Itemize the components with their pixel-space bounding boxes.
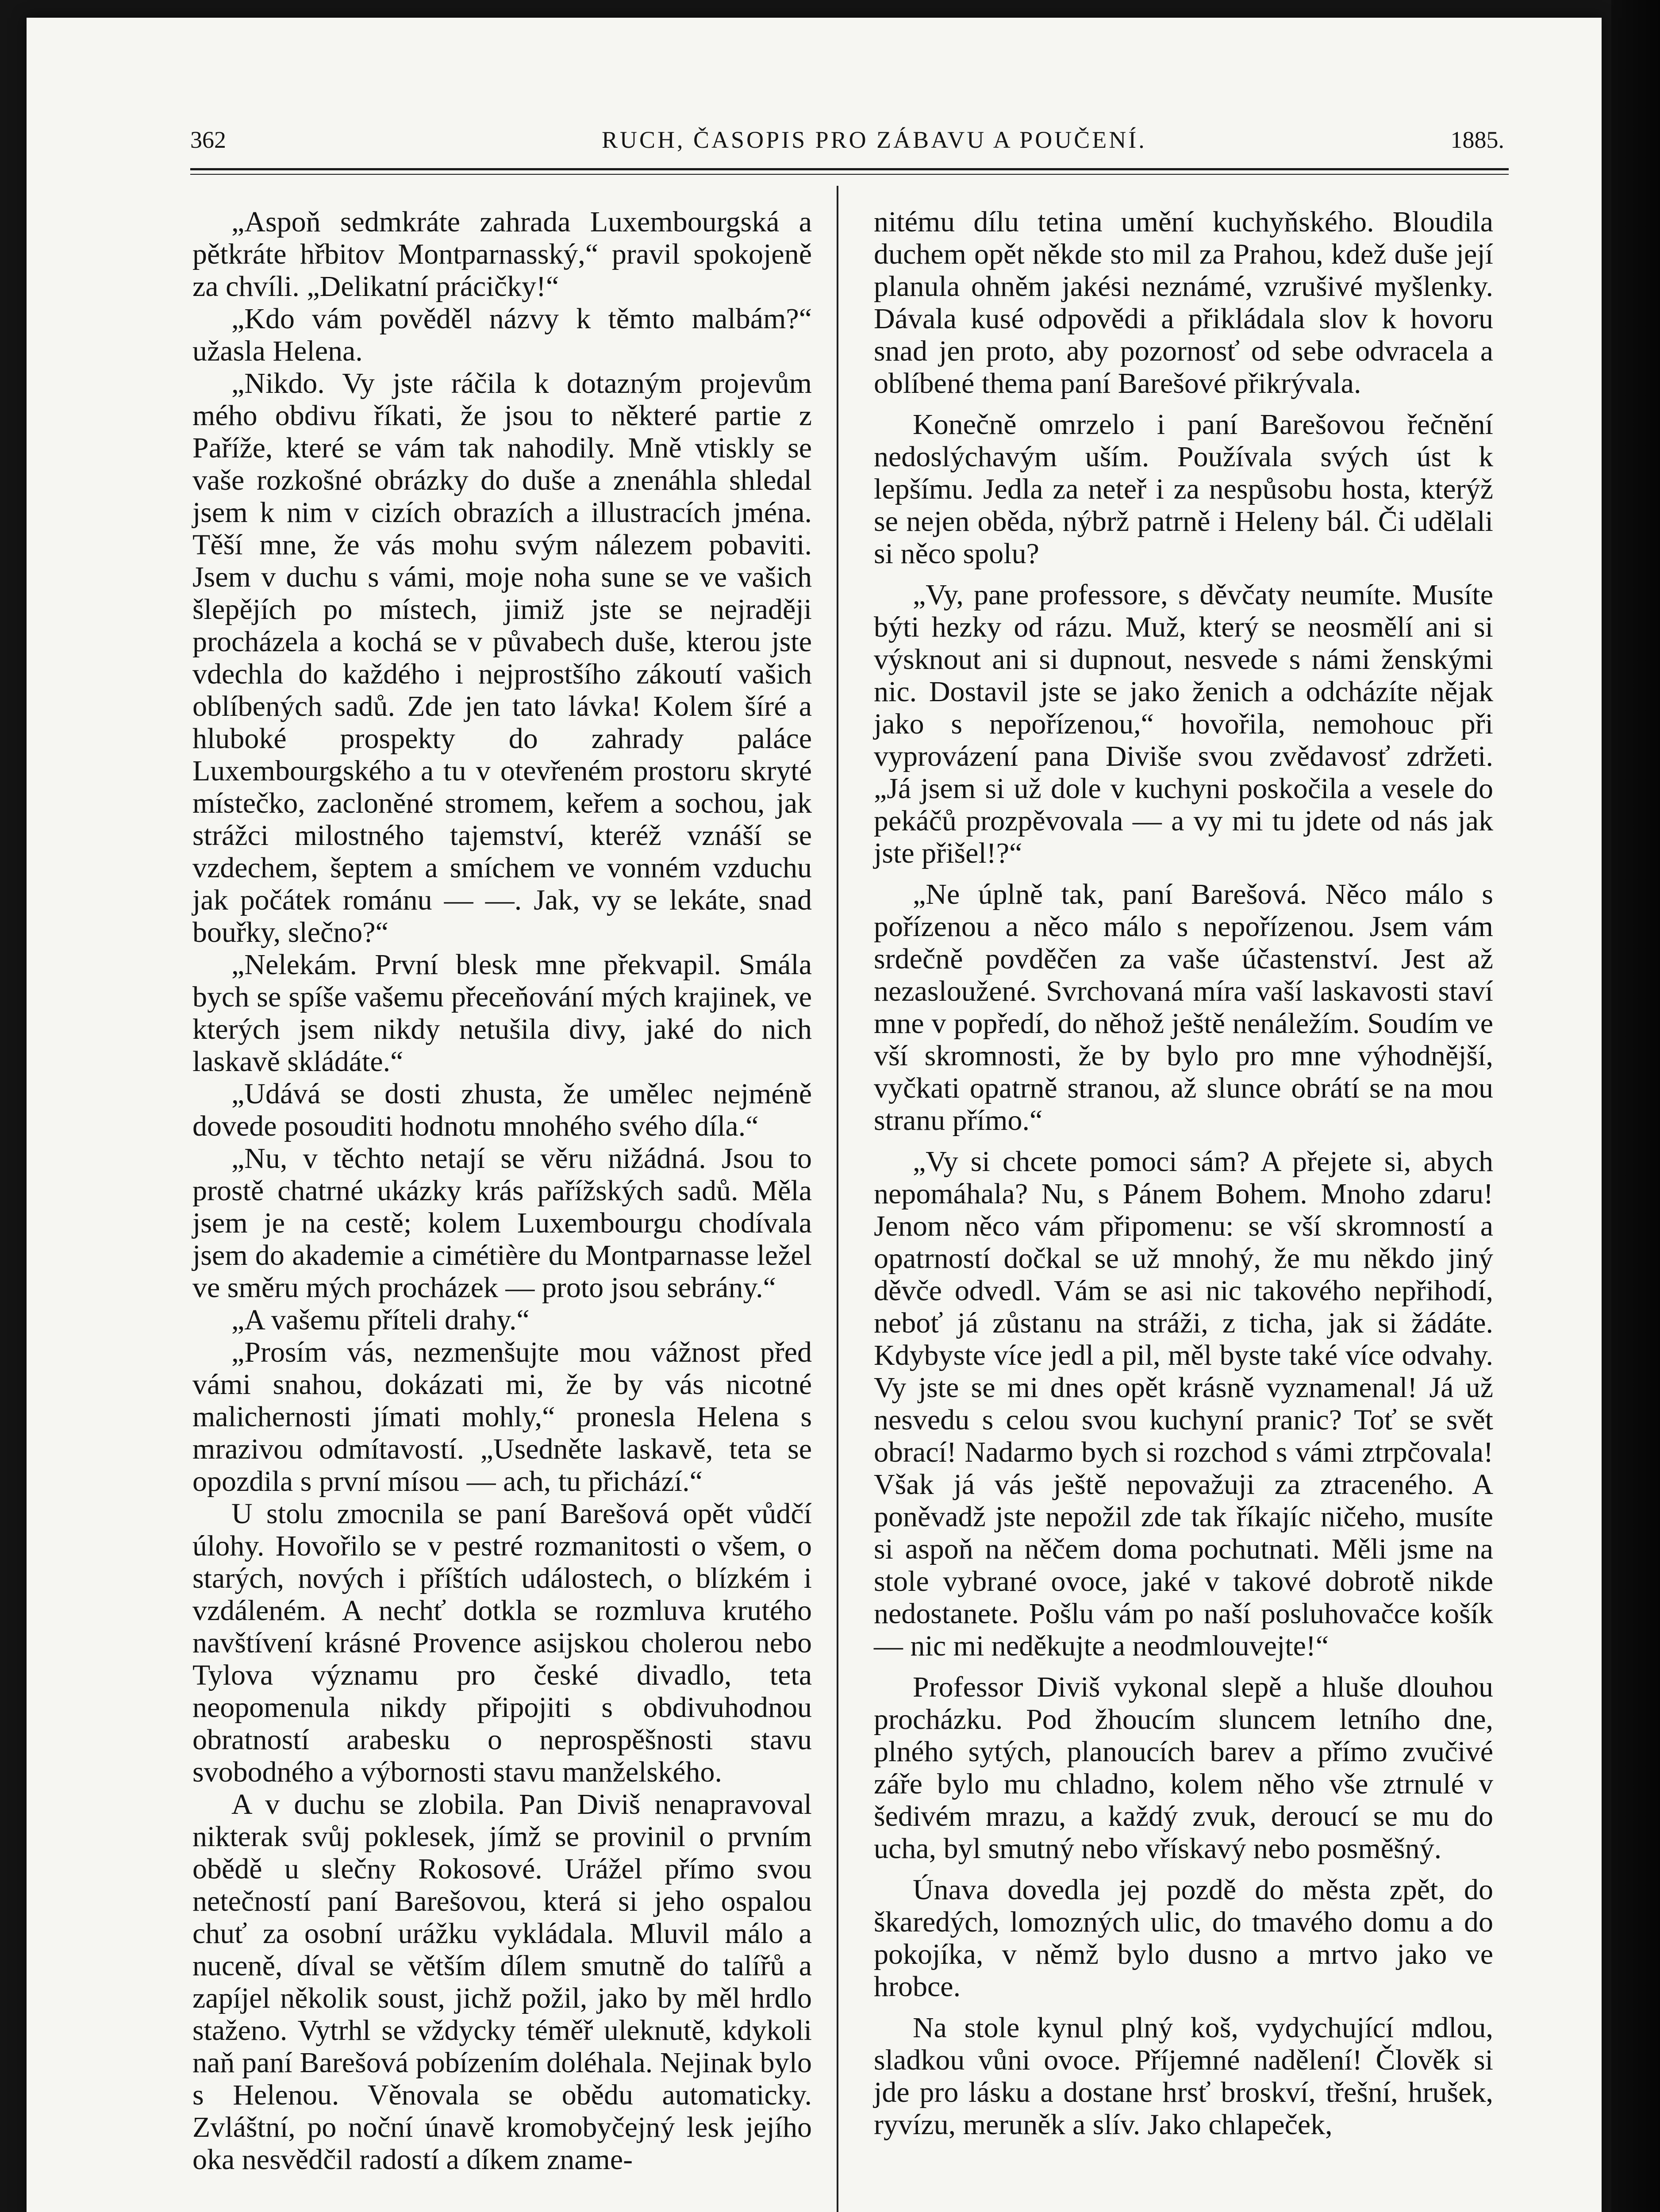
paragraph: Na stole kynul plný koš, vydychující mdlou, sladkou vůni ovoce. Příjemné nadělení! Člověk si jde pro lásku a dostane hrsť broskví, třešní, hrušek, ryvízu, meruněk a slív. Jako chlapeček,: [874, 2012, 1493, 2141]
paragraph: „Udává se dosti zhusta, že umělec nejméně dovede posouditi hodnotu mnohého svého díla.“: [192, 1078, 812, 1142]
paragraph: „Nu, v těchto netají se věru nižádná. Jsou to prostě chatrné ukázky krás pařížských sadů. Měla jsem je na cestě; kolem Luxembourgu chodívala jsem do akademie a cimétière du Montparnasse ležel ve směru mých procházek — proto jsou sebrány.“: [192, 1142, 812, 1304]
running-header: [190, 126, 1509, 166]
paragraph: Únava dovedla jej pozdě do města zpět, do škaredých, lomozných ulic, do tmavého domu a do pokojíka, v němž bylo dusno a mrtvo jako ve hrobce.: [874, 1874, 1493, 2003]
paragraph: „Kdo vám pověděl názvy k těmto malbám?“ užasla Helena.: [192, 303, 812, 367]
paragraph: nitému dílu tetina umění kuchyňského. Bloudila duchem opět někde sto mil za Prahou, kdež duše její planula ohněm jakési neznámé, vzrušivé myšlenky. Dávala kusé odpovědi a přikládala slov k hovoru snad jen proto, aby pozornosť od sebe odvracela a oblíbené thema paní Barešové přikrývala.: [874, 206, 1493, 399]
left-column: [192, 206, 812, 2176]
right-column: [874, 206, 1493, 2141]
paragraph: U stolu zmocnila se paní Barešová opět vůdčí úlohy. Hovořilo se v pestré rozmanitosti o všem, o starých, nových i příštích událostech, o blízkém i vzdáleném. A nechť dotkla se rozmluva krutého navštívení krásné Provence asijskou cholerou nebo Tylova významu pro české divadlo, teta neopomenula nikdy připojiti s obdivuhodnou obratností arabesku o neprospěšnosti stavu svobodného a výbornosti stavu manželského.: [192, 1498, 812, 1788]
column-divider: [837, 186, 838, 2212]
header-rule-thin: [190, 174, 1509, 175]
page-edge-shadow: [1611, 0, 1660, 2212]
paragraph: Professor Diviš vykonal slepě a hluše dlouhou procházku. Pod žhoucím sluncem letního dne, plného sytých, planoucích barev a přímo zvučivé záře bylo mu chladno, kolem něho vše ztrnulé v šedivém mrazu, a každý zvuk, deroucí se mu do ucha, byl smutný nebo vřískavý nebo posměšný.: [874, 1671, 1493, 1865]
journal-title: RUCH, ČASOPIS PRO ZÁBAVU A POUČENÍ.: [602, 127, 1147, 153]
paragraph: „Aspoň sedmkráte zahrada Luxembourgská a pětkráte hřbitov Montparnasský,“ pravil spokojeně za chvíli. „Delikatní prácičky!“: [192, 206, 812, 303]
paragraph: A v duchu se zlobila. Pan Diviš nenapravoval nikterak svůj poklesek, jímž se provinil o prvním obědě u slečny Rokosové. Urážel přímo svou netečností paní Barešovou, která si jeho ospalou chuť za osobní urážku vykládala. Mluvil málo a nuceně, díval se větším dílem smutně do talířů a zapíjel několik soust, jichž požil, jako by měl hrdlo staženo. Vytrhl se vždycky téměř uleknutě, kdykoli naň paní Barešová pobízením doléhala. Nejinak bylo s Helenou. Věnovala se obědu automaticky. Zvláštní, po noční únavě kromobyčejný lesk jejího oka nesvědčil radostí a díkem zname-: [192, 1788, 812, 2176]
paragraph: „Ne úplně tak, paní Barešová. Něco málo s pořízenou a něco málo s nepořízenou. Jsem vám srdečně povděčen za vaše účastenství. Jest až nezasloužené. Svrchovaná míra vaší laskavosti staví mne v popředí, do něhož ještě nenáležím. Soudím ve vší skromnosti, že by bylo pro mne výhodnější, vyčkati opatrně stranou, až slunce obrátí se na mou stranu přímo.“: [874, 878, 1493, 1137]
paragraph: Konečně omrzelo i paní Barešovou řečnění nedoslýchavým uším. Používala svých úst k lepšímu. Jedla za neteř i za nespůsobu hosta, kterýž se nejen oběda, nýbrž patrně i Heleny bál. Či udělali si něco spolu?: [874, 408, 1493, 570]
paragraph: „Nelekám. První blesk mne překvapil. Smála bych se spíše vašemu přeceňování mých krajinek, ve kterých jsem nikdy netušila divy, jaké do nich laskavě skládáte.“: [192, 949, 812, 1078]
page-number: 362: [190, 127, 226, 153]
paragraph: „Prosím vás, nezmenšujte mou vážnost před vámi snahou, dokázati mi, že by vás nicotné malichernosti jímati mohly,“ pronesla Helena s mrazivou odmítavostí. „Usedněte laskavě, teta se opozdila s první mísou — ach, tu přichází.“: [192, 1336, 812, 1498]
paragraph: „A vašemu příteli drahy.“: [231, 1304, 530, 1336]
header-rule: [190, 168, 1509, 170]
paragraph: „Nikdo. Vy jste ráčila k dotazným projevům mého obdivu říkati, že jsou to některé partie z Paříže, které se vám tak nahodily. Mně vtiskly se vaše rozkošné obrázky do duše a znenáhla shledal jsem k nim v cizích obrazích a illustracích jména. Těší mne, že vás mohu svým nálezem pobaviti. Jsem v duchu s vámi, moje noha sune se ve vašich šlepějích po místech, jimiž jste se nejraději procházela a kochá se v půvabech duše, kterou jste vdechla do každého i nejprostšího zákoutí vašich oblíbených sadů. Zde jen tato lávka! Kolem šíré a hluboké prospekty do zahrady paláce Luxembourgského a tu v otevřeném prostoru skryté místečko, zacloněné stromem, keřem a sochou, jak strážci milostného tajemství, kteréž vznáší se vzdechem, šeptem a smíchem ve vonném vzduchu jak počátek románu — —. Jak, vy se lekáte, snad bouřky, slečno?“: [192, 367, 812, 949]
paragraph: „Vy, pane professore, s děvčaty neumíte. Musíte býti hezky od rázu. Muž, který se neosmělí ani si výsknout ani si dupnout, nesvede s námi ženskými nic. Dostavil jste se jako ženich a odcházíte nějak jako s nepořízenou,“ hovořila, nemohouc při vyprovázení pana Diviše svou zvědavosť zdržeti. „Já jsem si už dole v kuchyni poskočila a vesele do pekáčů prozpěvovala — a vy mi tu jdete od nás jak jste přišel!?“: [874, 579, 1493, 869]
paragraph: „Vy si chcete pomoci sám? A přejete si, abych nepomáhala? Nu, s Pánem Bohem. Mnoho zdaru! Jenom něco vám připomenu: se vší skromností a opatrností dočkal se už mnohý, že mu někdo jiný děvče odvedl. Vám se asi nic takového nepřihodí, neboť já zůstanu na stráži, z ticha, jak si žádáte. Kdybyste více jedl a pil, měl byste také více odvahy. Vy jste se mi dnes opět krásně vyznamenal! Já už nesvedu s celou svou kuchyní pranic? Toť se svět obrací! Nadarmo bych si rozchod s vámi ztrpčovala! Však já vás ještě nepovažuji za ztraceného. A poněvadž jste nepožil zde tak říkajíc ničeho, musíte si aspoň na něčem doma pochutnati. Měli jsme na stole vybrané ovoce, jaké v takové dobrotě nikde nedostanete. Pošlu vám po naší posluhovačce košík — nic mi neděkujte a neodmlouvejte!“: [874, 1145, 1493, 1662]
year: 1885.: [1450, 127, 1504, 153]
